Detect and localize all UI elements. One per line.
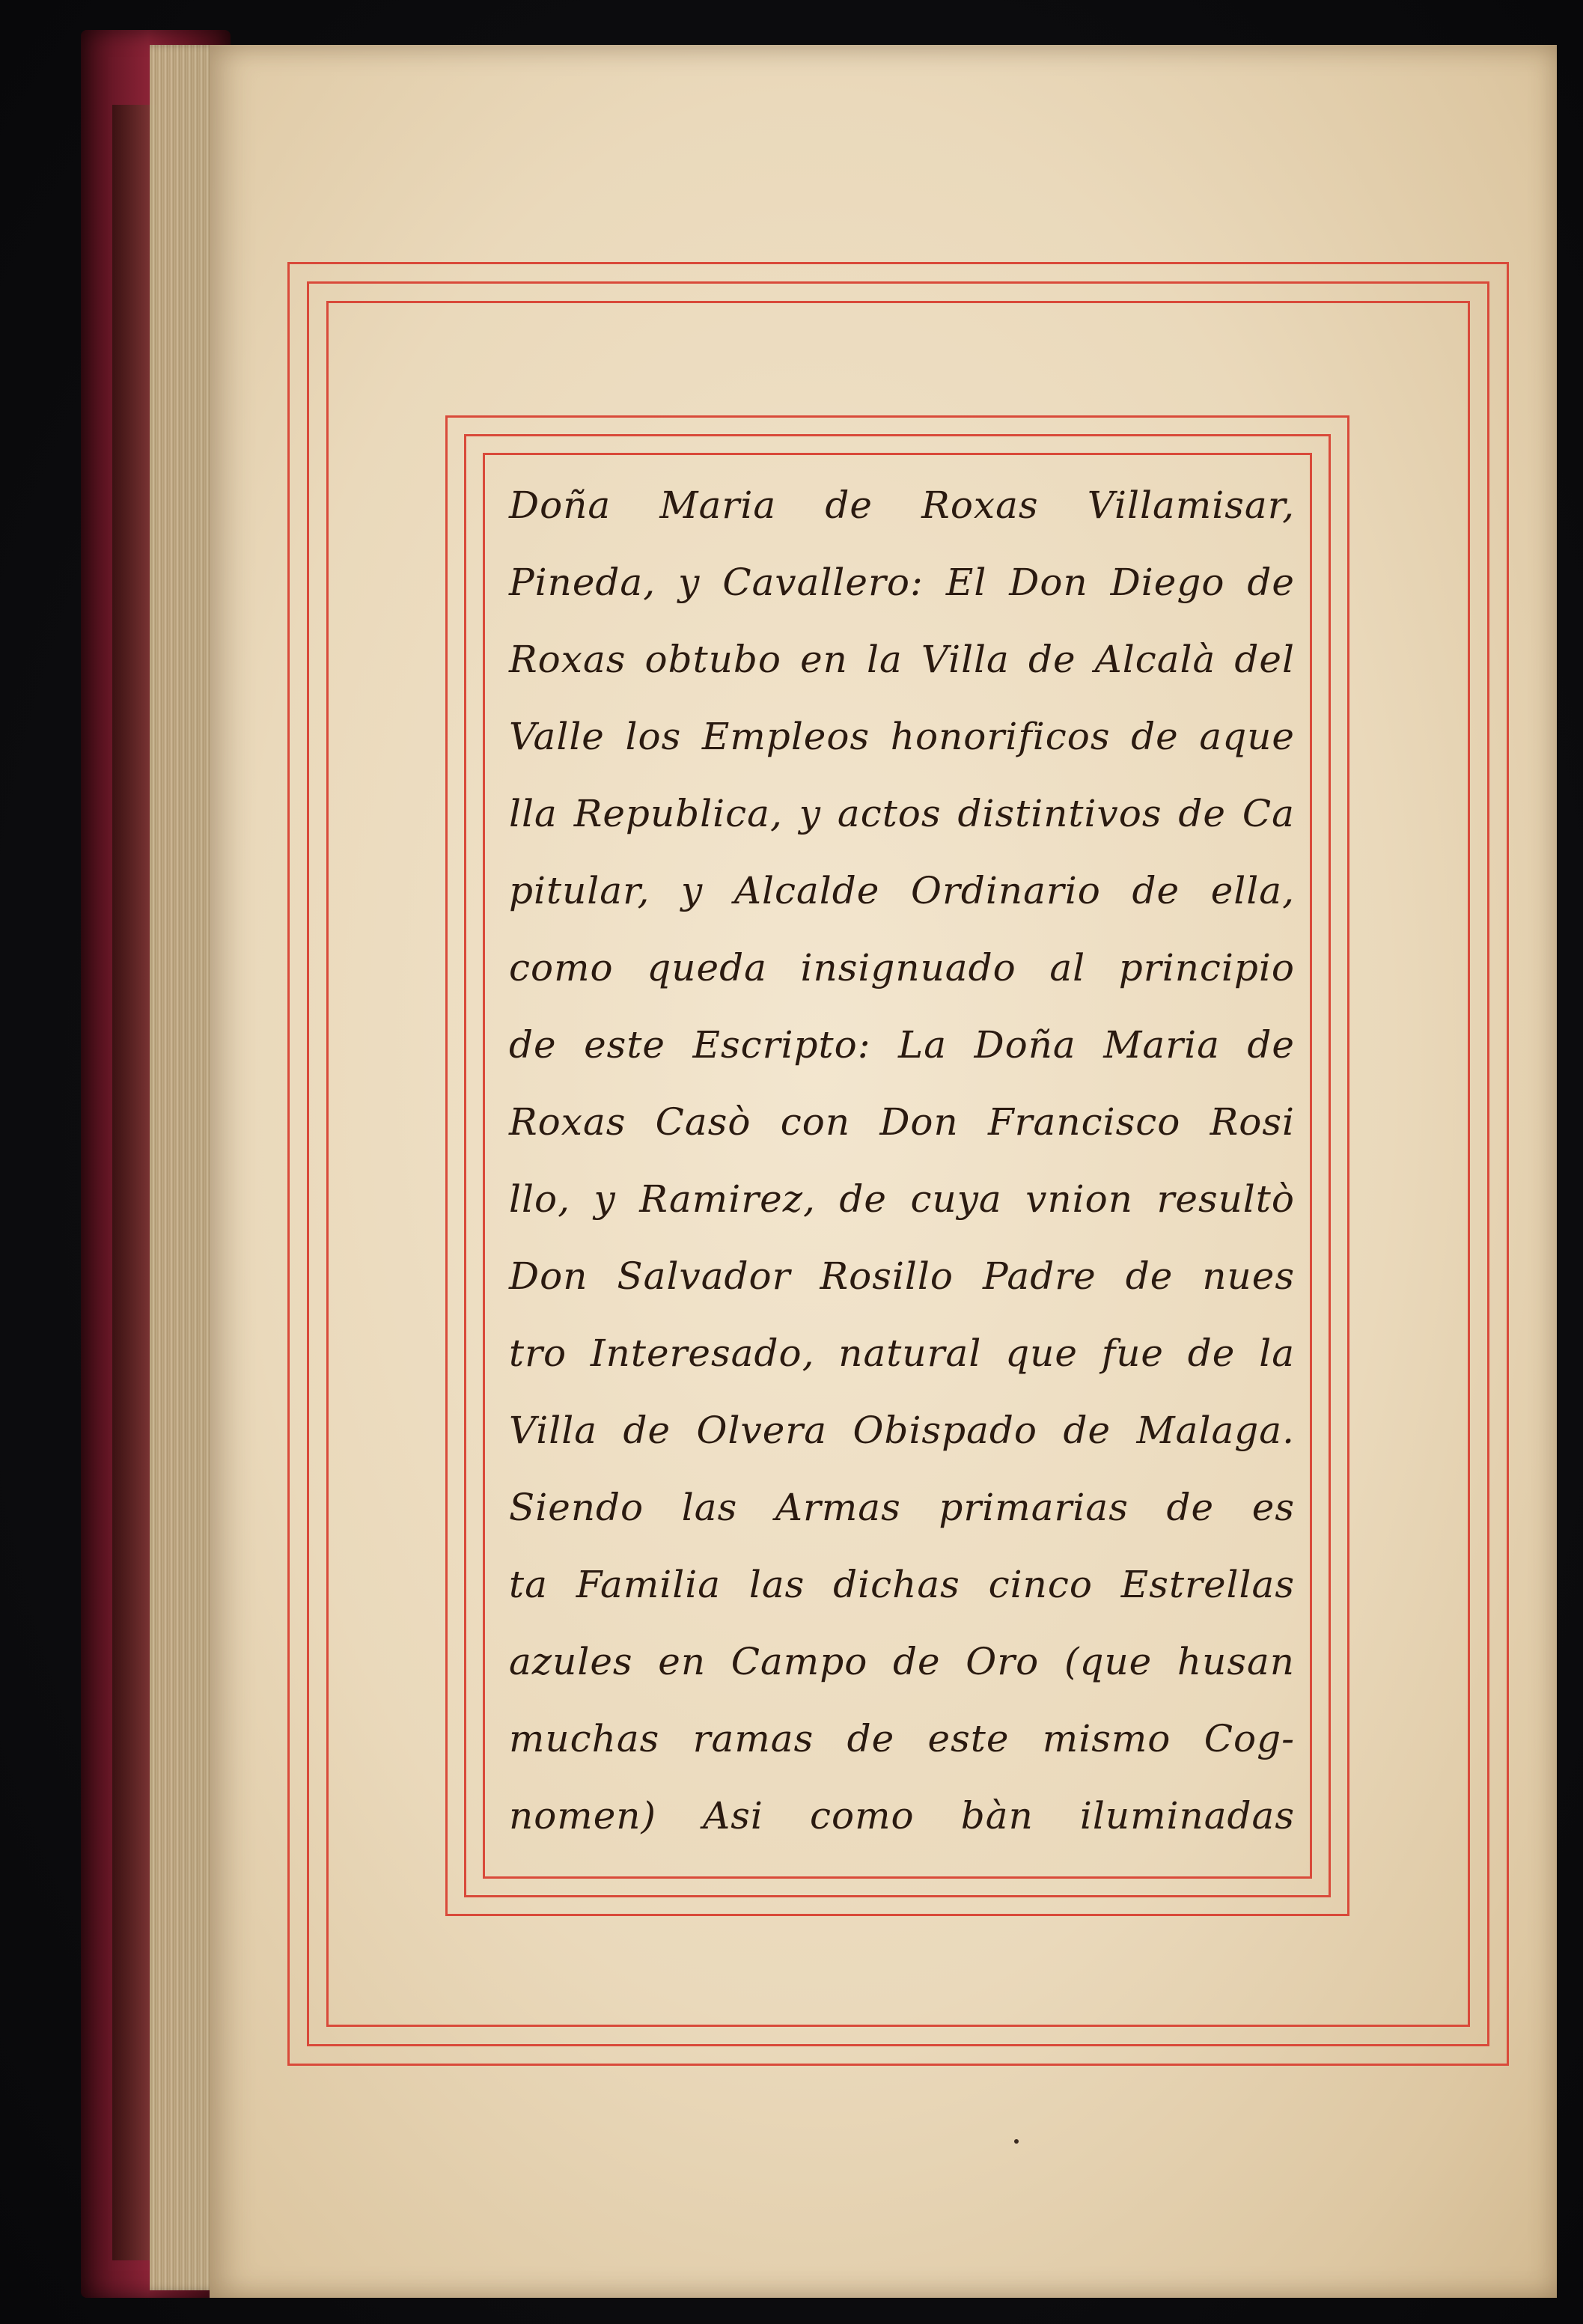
text-line: Doña Maria de Roxas Villamisar, (509, 484, 1295, 527)
text-line: Siendo las Armas primarias de es (509, 1486, 1295, 1529)
text-line: azules en Campo de Oro (que husan (509, 1640, 1295, 1683)
text-line: Roxas Casò con Don Francisco Rosi (509, 1100, 1295, 1144)
text-line: Valle los Empleos honorificos de aque (509, 715, 1295, 758)
text-line: nomen) Asi como bàn iluminadas (509, 1794, 1295, 1837)
text-line: muchas ramas de este mismo Cog- (509, 1717, 1295, 1760)
text-line: como queda insignuado al principio (509, 946, 1295, 989)
text-line: de este Escripto: La Doña Maria de (509, 1023, 1295, 1067)
text-line: lla Republica, y actos distintivos de Ca (509, 792, 1295, 835)
page-mark-dot (1014, 2139, 1019, 2144)
text-line: llo, y Ramirez, de cuya vnion resultò (509, 1177, 1295, 1221)
text-line: Villa de Olvera Obispado de Malaga. (509, 1409, 1295, 1452)
text-line: ta Familia las dichas cinco Estrellas (509, 1563, 1295, 1606)
text-line: Roxas obtubo en la Villa de Alcalà del (509, 638, 1295, 681)
manuscript-text (509, 468, 1295, 1875)
text-line: Don Salvador Rosillo Padre de nues (509, 1254, 1295, 1298)
text-line: tro Interesado, natural que fue de la (509, 1332, 1295, 1375)
text-line: pitular, y Alcalde Ordinario de ella, (509, 869, 1295, 912)
text-line: Pineda, y Cavallero: El Don Diego de (509, 561, 1295, 604)
